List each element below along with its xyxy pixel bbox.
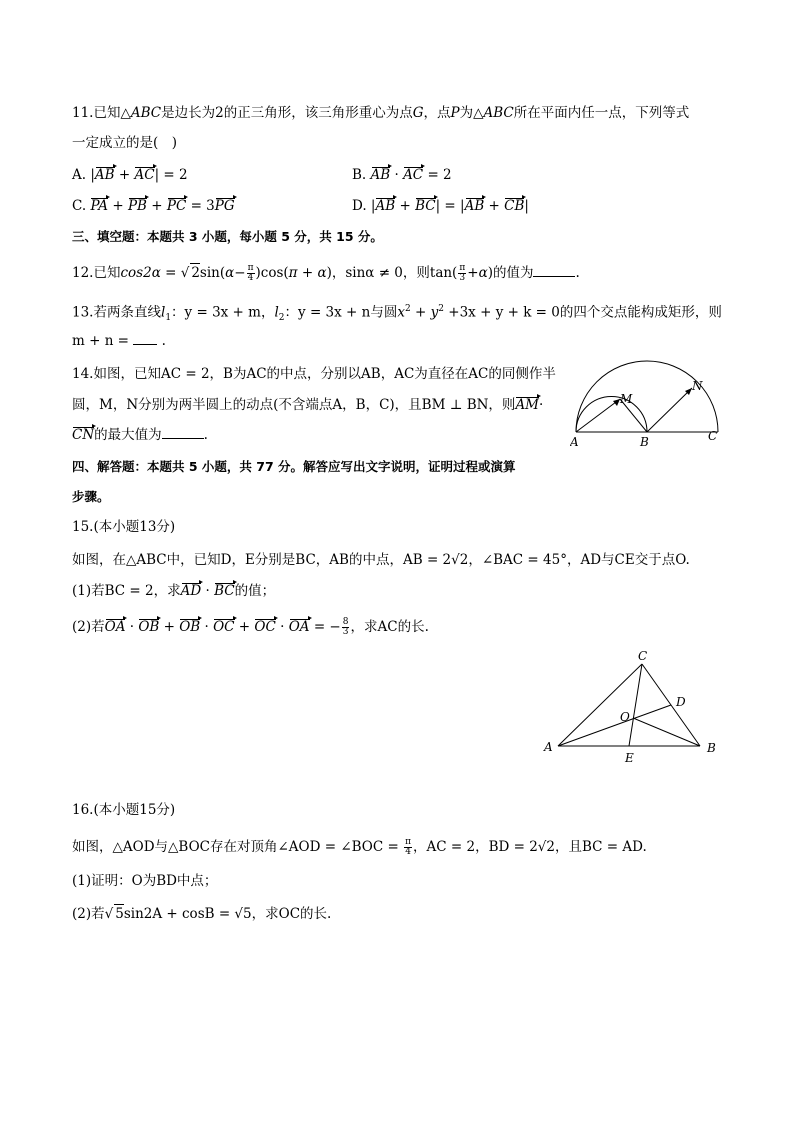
q15-label-o: O	[620, 710, 630, 724]
q11-stem-line2: 一定成立的是( )	[72, 135, 178, 151]
q15-label-b: B	[707, 741, 716, 755]
q11-option-d: D. |AB + BC| = |AB + CB|	[352, 198, 529, 214]
q14-figure-semicircles	[570, 360, 730, 450]
q14-label-m: M	[620, 392, 633, 406]
q14-stem-line1: 14.如图，已知AC = 2，B为AC的中点，分别以AB，AC为直径在AC的同侧作半	[72, 366, 556, 382]
section-4-heading-line1: 四、解答题：本题共 5 小题，共 77 分。解答应写出文字说明，证明过程或演算	[72, 459, 516, 474]
q13-stem-line2: m + n = .	[72, 333, 166, 349]
q15-part-2: (2)若OA · OB + OB · OC + OC · OA = − $\frac{8}{3}$ ，求AC的长.	[72, 617, 429, 637]
q11-stem-line1: 11.已知△ABC是边长为2的正三角形，该三角形重心为点G，点P为△ABC所在平面内任一点，下列等式	[72, 105, 690, 121]
q13-stem-line1: 13.若两条直线$l_1$：y = 3x + m，$l_2$：y = 3x + n与圆$x^2 + y^2 +3x + y + k = 0$的四个交点能构成矩形，则	[72, 304, 722, 324]
q16-part-1: (1)证明：O为BD中点；	[72, 873, 218, 889]
q11-option-a: A. |AB + AC| = 2	[72, 167, 188, 183]
q12-answer-blank[interactable]	[533, 264, 575, 277]
q15-figure-triangle	[540, 648, 720, 768]
q15-label-d: D	[676, 695, 686, 709]
q14-stem-line3: CN的最大值为 .	[72, 427, 208, 443]
q13-answer-blank[interactable]	[133, 332, 157, 345]
q11-option-b: B. AB · AC = 2	[352, 167, 452, 183]
section-4-heading-line2: 步骤。	[72, 489, 110, 504]
q16-stem: 如图，△AOD与△BOC存在对顶角∠AOD = ∠BOC = $\frac{\pi}{4}$ ，AC = 2，BD = 2√2，且BC = AD.	[72, 837, 647, 857]
q15-stem: 如图，在△ABC中，已知D，E分别是BC，AB的中点，AB = 2√2，∠BAC = 45°，AD与CE交于点O.	[72, 552, 690, 568]
section-3-heading: 三、填空题：本题共 3 小题，每小题 5 分，共 15 分。	[72, 229, 383, 244]
q15-label-e: E	[625, 751, 634, 765]
q14-label-a: A	[570, 435, 579, 449]
q12-stem: 12.已知cos2α = √ 2sin(α− $\frac{\pi}{4}$ )cos(π + α)，sinα ≠ 0，则tan( $\frac{\pi}{3}$ +α)的值为 .	[72, 263, 580, 283]
q15-heading: 15.(本小题13分)	[72, 519, 176, 535]
q15-part-1: (1)若BC = 2，求AD · BC的值；	[72, 583, 276, 599]
q14-stem-line2: 圆，M，N分别为两半圆上的动点(不含端点A，B，C)，且BM ⊥ BN，则AM·	[72, 397, 544, 413]
q14-label-c: C	[708, 429, 718, 443]
q16-heading: 16.(本小题15分)	[72, 802, 176, 818]
q14-label-n: N	[692, 379, 703, 393]
q14-answer-blank[interactable]	[162, 426, 204, 439]
q15-label-c: C	[638, 649, 648, 663]
q14-label-b: B	[640, 435, 649, 449]
q11-option-c: C. PA + PB + PC = 3PG	[72, 198, 235, 214]
q15-label-a: A	[544, 740, 553, 754]
q16-part-2: (2)若√ 5sin2A + cosB = √5，求OC的长.	[72, 906, 332, 922]
